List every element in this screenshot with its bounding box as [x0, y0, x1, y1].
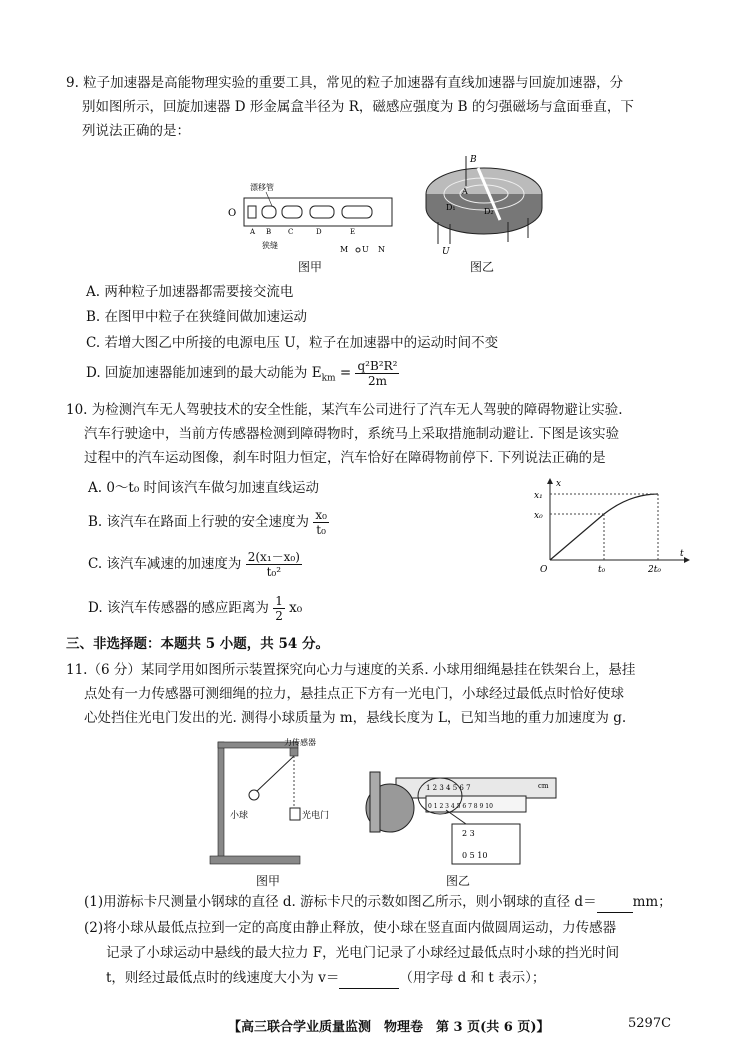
- fig2-label-U: U: [442, 247, 450, 256]
- q10-option-c-text: C. 该汽车减速的加速度为: [88, 556, 242, 572]
- q11-s1-answer-blank[interactable]: [597, 892, 633, 913]
- q11-s2-answer-blank[interactable]: [339, 968, 399, 989]
- q11-s1-text: (1)用游标卡尺测量小钢球的直径 d. 游标卡尺的示数如图乙所示，则小钢球的直径 d＝: [84, 894, 597, 910]
- graph-label-t: t: [680, 549, 684, 559]
- q9-option-d-sub: km: [321, 373, 336, 384]
- q9-option-a[interactable]: A. 两种粒子加速器都需要接交流电: [86, 284, 294, 300]
- q9-option-b[interactable]: B. 在图甲中粒子在狭缝间做加速运动: [86, 309, 308, 325]
- q10-line-1: 10. 为检测汽车无人驾驶技术的安全性能，某汽车公司进行了汽车无人驾驶的障碍物避让实验.: [66, 402, 623, 418]
- fig4-zoom-main: 2 3: [462, 829, 475, 838]
- fig1-caption: 图甲: [297, 260, 322, 274]
- graph-label-x1: x₁: [534, 491, 543, 501]
- q10-option-d-den: 2: [275, 609, 283, 623]
- fig2-label-A: A: [462, 187, 468, 196]
- q9-option-d-eq: =: [335, 365, 352, 381]
- q10-option-d-text: D. 该汽车传感器的感应距离为: [88, 600, 269, 616]
- cyclotron-figure: [418, 152, 550, 256]
- fig1-label-M: M: [340, 245, 349, 254]
- q10-option-b-text: B. 该汽车在路面上行驶的安全速度为: [88, 514, 310, 530]
- fig1-label-A: A: [250, 228, 256, 236]
- x-t-graph: [532, 478, 692, 578]
- q10-option-b-fraction: [313, 508, 329, 537]
- vernier-caliper-figure: [356, 760, 558, 870]
- fig3-label-sensor: 力传感器: [284, 738, 316, 747]
- q9-line-2: 别如图所示，回旋加速器 D 形金属盒半径为 R，磁感应强度为 B 的匀强磁场与盒面垂直，下: [82, 99, 634, 115]
- q11-line-3: 心处挡住光电门发出的光. 测得小球质量为 m，悬线长度为 L，已知当地的重力加速度为 g.: [84, 710, 627, 726]
- q10-option-c[interactable]: [88, 548, 302, 580]
- fig2-label-D1: D₁: [446, 203, 456, 212]
- q11-s2-line-2: 记录了小球运动中悬线的最大拉力 F，光电门记录了小球经过最低点时小球的挡光时间: [106, 945, 620, 961]
- q10-option-c-num: 2(x₁－x₀): [247, 550, 300, 564]
- q11-s1-unit: mm；: [632, 894, 672, 910]
- pendulum-apparatus-figure: [206, 738, 334, 870]
- fig4-main-scale: 1 2 3 4 5 6 7: [426, 784, 471, 792]
- fig1-label-N: N: [378, 245, 385, 254]
- q9-option-d-num: q²B²R²: [357, 359, 398, 373]
- q9-option-d[interactable]: [86, 356, 399, 396]
- q10-option-a[interactable]: A. 0～t₀ 时间该汽车做匀加速直线运动: [88, 480, 320, 496]
- fig4-vernier-scale: 0 1 2 3 4 5 6 7 8 9 10: [428, 803, 493, 810]
- q10-option-d-post: x₀: [289, 600, 303, 616]
- q10-option-b-num: x₀: [315, 508, 327, 522]
- fig4-caption: 图乙: [445, 874, 470, 888]
- fig1-label-U: U: [362, 245, 369, 254]
- fig2-label-B: B: [470, 155, 477, 165]
- q10-option-c-den: t₀²: [266, 565, 282, 579]
- fig1-label-tube: 漂移管: [250, 183, 274, 192]
- page-footer-title: 【高三联合学业质量监测 物理卷 第 3 页(共 6 页)】: [228, 1020, 550, 1035]
- graph-label-2t0: 2t₀: [648, 565, 661, 575]
- q10-option-b[interactable]: [88, 506, 329, 538]
- q10-option-b-den: t₀: [316, 523, 326, 537]
- fig1-label-O: O: [228, 208, 237, 219]
- graph-label-x: x: [556, 479, 562, 489]
- fig2-caption: 图乙: [469, 260, 494, 274]
- fig3-label-gate: 光电门: [302, 811, 330, 821]
- q10-line-3: 过程中的汽车运动图像，刹车时阻力恒定，汽车恰好在障碍物前停下. 下列说法正确的是: [84, 450, 606, 466]
- fig3-caption: 图甲: [255, 874, 280, 888]
- fig3-label-ball: 小球: [230, 811, 249, 821]
- fig1-label-gap: 狭缝: [262, 241, 278, 250]
- graph-label-x0: x₀: [534, 511, 543, 521]
- fig1-label-C: C: [288, 228, 294, 236]
- q9-option-d-text: D. 回旋加速器能加速到的最大动能为 E: [86, 365, 322, 381]
- fig1-label-D: D: [316, 228, 322, 236]
- section-3-heading: 三、非选择题：本题共 5 小题，共 54 分。: [66, 636, 329, 652]
- q11-s2-text: t，则经过最低点时的线速度大小为 v＝: [106, 970, 340, 986]
- q9-option-d-fraction: [355, 359, 399, 388]
- fig1-label-B: B: [266, 228, 272, 236]
- q9-option-c[interactable]: C. 若增大图乙中所接的电源电压 U，粒子在加速器中的运动时间不变: [86, 335, 499, 351]
- q10-line-2: 汽车行驶途中，当前方传感器检测到障碍物时，系统马上采取措施制动避让. 下图是该实验: [84, 426, 620, 442]
- q11-s2-line-1: (2)将小球从最低点拉到一定的高度由静止释放，使小球在竖直面内做圆周运动，力传感器: [84, 920, 617, 936]
- q10-option-d[interactable]: [88, 592, 302, 624]
- q11-s2-suffix: （用字母 d 和 t 表示）；: [399, 970, 546, 986]
- q10-option-d-num: 1: [275, 594, 283, 608]
- q11-line-1: 11.（6 分）某同学用如图所示装置探究向心力与速度的关系. 小球用细绳悬挂在铁架台上，悬挂: [66, 662, 636, 678]
- graph-label-origin: O: [540, 565, 548, 575]
- fig4-unit: cm: [538, 782, 549, 790]
- page-footer-code: 5297C: [628, 1016, 672, 1031]
- q9-option-d-den: 2m: [367, 374, 387, 388]
- fig2-label-D2: D₂: [484, 207, 494, 216]
- graph-label-t0: t₀: [598, 565, 606, 575]
- q10-option-d-fraction: [273, 594, 285, 623]
- q9-line-1: 9. 粒子加速器是高能物理实验的重要工具，常见的粒子加速器有直线加速器与回旋加速器，分: [66, 75, 624, 91]
- fig4-zoom-vernier: 0 5 10: [462, 851, 488, 860]
- q11-line-2: 点处有一力传感器可测细绳的拉力，悬挂点正下方有一光电门，小球经过最低点时恰好使球: [84, 686, 624, 702]
- fig1-label-E: E: [350, 228, 356, 236]
- q9-line-3: 列说法正确的是：: [82, 123, 190, 139]
- linear-accelerator-figure: [226, 180, 396, 258]
- q11-s2-line-3: [106, 968, 545, 989]
- q10-option-c-fraction: [246, 550, 302, 579]
- q11-subquestion-1: [84, 892, 672, 913]
